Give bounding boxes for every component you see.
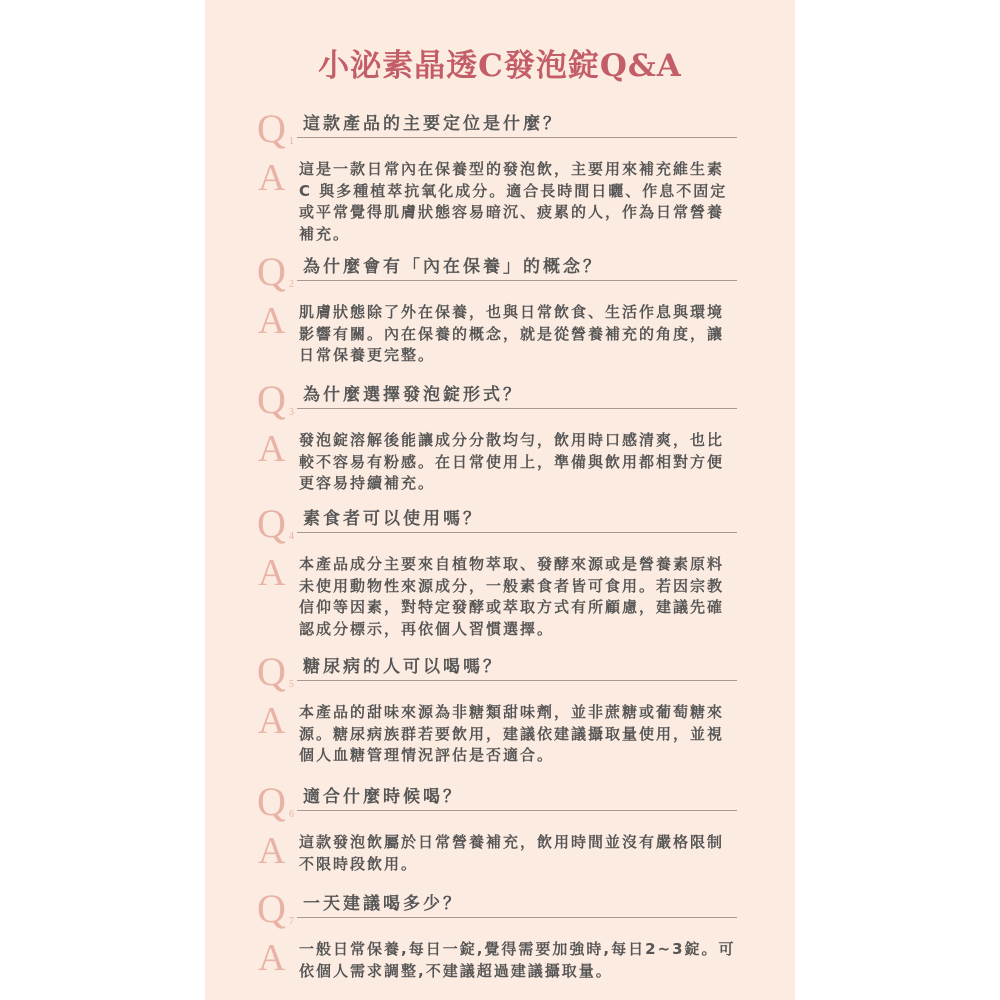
answer-row bbox=[257, 939, 747, 982]
answer-row bbox=[257, 430, 747, 495]
question-number: 4 bbox=[289, 531, 294, 542]
divider bbox=[297, 810, 737, 811]
answer-row bbox=[257, 832, 747, 875]
answer-line: 更容易持續補充。 bbox=[299, 474, 436, 492]
answer-text bbox=[299, 702, 747, 767]
question-row bbox=[257, 886, 747, 931]
question-text: 糖尿病的人可以喝嗎？ bbox=[303, 657, 503, 677]
answer-line: 信仰等因素，對特定發酵或萃取方式有所顧慮，建議先確 bbox=[299, 598, 725, 616]
question-number: 7 bbox=[289, 916, 294, 927]
q-letter-icon: Q bbox=[257, 377, 286, 422]
divider bbox=[297, 917, 737, 918]
q-letter-icon: Q bbox=[257, 106, 286, 151]
divider bbox=[297, 280, 737, 281]
answer-text bbox=[299, 159, 747, 245]
answer-line: 較不容易有粉感。在日常使用上，準備與飲用都相對方便 bbox=[299, 452, 725, 471]
answer-text bbox=[299, 939, 747, 982]
answer-row bbox=[257, 702, 747, 767]
question-row bbox=[257, 106, 747, 151]
answer-line: 個人血糖管理情況評估是否適合。 bbox=[299, 746, 555, 764]
answer-row bbox=[257, 554, 747, 640]
answer-line: 這是一款日常內在保養型的發泡飲，主要用來補充維生素 bbox=[299, 160, 725, 178]
question-row bbox=[257, 249, 747, 294]
divider bbox=[297, 680, 737, 681]
question-text: 這款產品的主要定位是什麼？ bbox=[303, 114, 563, 134]
a-letter-icon: A bbox=[258, 552, 286, 594]
answer-line: 源。糖尿病族群若要飲用，建議依建議攝取量使用，並視 bbox=[299, 724, 725, 743]
answer-line: 依個人需求調整,不建議超過建議攝取量。 bbox=[299, 961, 613, 980]
answer-line: 影響有關。內在保養的概念，就是從營養補充的角度，讓 bbox=[299, 324, 725, 343]
answer-text bbox=[299, 554, 747, 640]
question-number: 5 bbox=[289, 679, 294, 690]
question-number: 6 bbox=[289, 809, 294, 820]
answer-text bbox=[299, 832, 747, 875]
answer-line: 未使用動物性來源成分，一般素食者皆可食用。若因宗教 bbox=[299, 576, 725, 595]
q-letter-icon: Q bbox=[257, 649, 286, 694]
answer-line: 或平常覺得肌膚狀態容易暗沉、疲累的人，作為日常營養 bbox=[299, 203, 725, 221]
answer-line: 認成分標示，再依個人習慣選擇。 bbox=[299, 619, 555, 638]
question-number: 2 bbox=[289, 279, 294, 290]
question-text: 素食者可以使用嗎？ bbox=[303, 509, 483, 529]
answer-line: 發泡錠溶解後能讓成分分散均勻，飲用時口感清爽，也比 bbox=[299, 431, 725, 449]
a-letter-icon: A bbox=[258, 428, 286, 470]
answer-text bbox=[299, 430, 747, 495]
a-letter-icon: A bbox=[258, 157, 286, 199]
question-text: 一天建議喝多少？ bbox=[303, 894, 463, 914]
question-number: 1 bbox=[289, 136, 294, 147]
answer-line: 這款發泡飲屬於日常營養補充，飲用時間並沒有嚴格限制 bbox=[299, 833, 725, 851]
answer-text bbox=[299, 302, 747, 367]
divider bbox=[297, 408, 737, 409]
answer-row bbox=[257, 159, 747, 245]
a-letter-icon: A bbox=[258, 700, 286, 742]
answer-line: 日常保養更完整。 bbox=[299, 346, 436, 364]
question-text: 適合什麼時候喝？ bbox=[303, 787, 463, 807]
question-number: 3 bbox=[289, 407, 294, 418]
q-letter-icon: Q bbox=[257, 779, 286, 824]
question-row bbox=[257, 779, 747, 824]
answer-line: 肌膚狀態除了外在保養，也與日常飲食、生活作息與環境 bbox=[299, 303, 725, 321]
a-letter-icon: A bbox=[258, 830, 286, 872]
qa-item bbox=[257, 249, 747, 367]
qa-item bbox=[257, 501, 747, 640]
a-letter-icon: A bbox=[258, 300, 286, 342]
answer-line: 不限時段飲用。 bbox=[299, 854, 419, 873]
qa-item bbox=[257, 106, 747, 245]
question-row bbox=[257, 377, 747, 422]
divider bbox=[297, 137, 737, 138]
q-letter-icon: Q bbox=[257, 249, 286, 294]
qa-item bbox=[257, 377, 747, 495]
divider bbox=[297, 532, 737, 533]
answer-line: 補充。 bbox=[299, 224, 351, 243]
question-text: 為什麼會有「內在保養」的概念？ bbox=[303, 257, 603, 277]
qa-item bbox=[257, 779, 747, 875]
question-row bbox=[257, 649, 747, 694]
a-letter-icon: A bbox=[258, 937, 286, 979]
qa-item bbox=[257, 886, 747, 982]
question-row bbox=[257, 501, 747, 546]
question-text: 為什麼選擇發泡錠形式？ bbox=[303, 385, 523, 405]
answer-line: 一般日常保養,每日一錠,覺得需要加強時,每日2~3錠。可 bbox=[299, 940, 736, 958]
q-letter-icon: Q bbox=[257, 886, 286, 931]
answer-row bbox=[257, 302, 747, 367]
qa-item bbox=[257, 649, 747, 767]
q-letter-icon: Q bbox=[257, 501, 286, 546]
answer-line: 本產品的甜味來源為非糖類甜味劑，並非蔗糖或葡萄糖來 bbox=[299, 703, 725, 721]
answer-line: 本產品成分主要來自植物萃取、發酵來源或是營養素原料 bbox=[299, 555, 725, 573]
page-title: 小泌素晶透C發泡錠Q&A bbox=[318, 48, 682, 84]
answer-line: C 與多種植萃抗氧化成分。適合長時間日曬、作息不固定 bbox=[299, 181, 728, 200]
